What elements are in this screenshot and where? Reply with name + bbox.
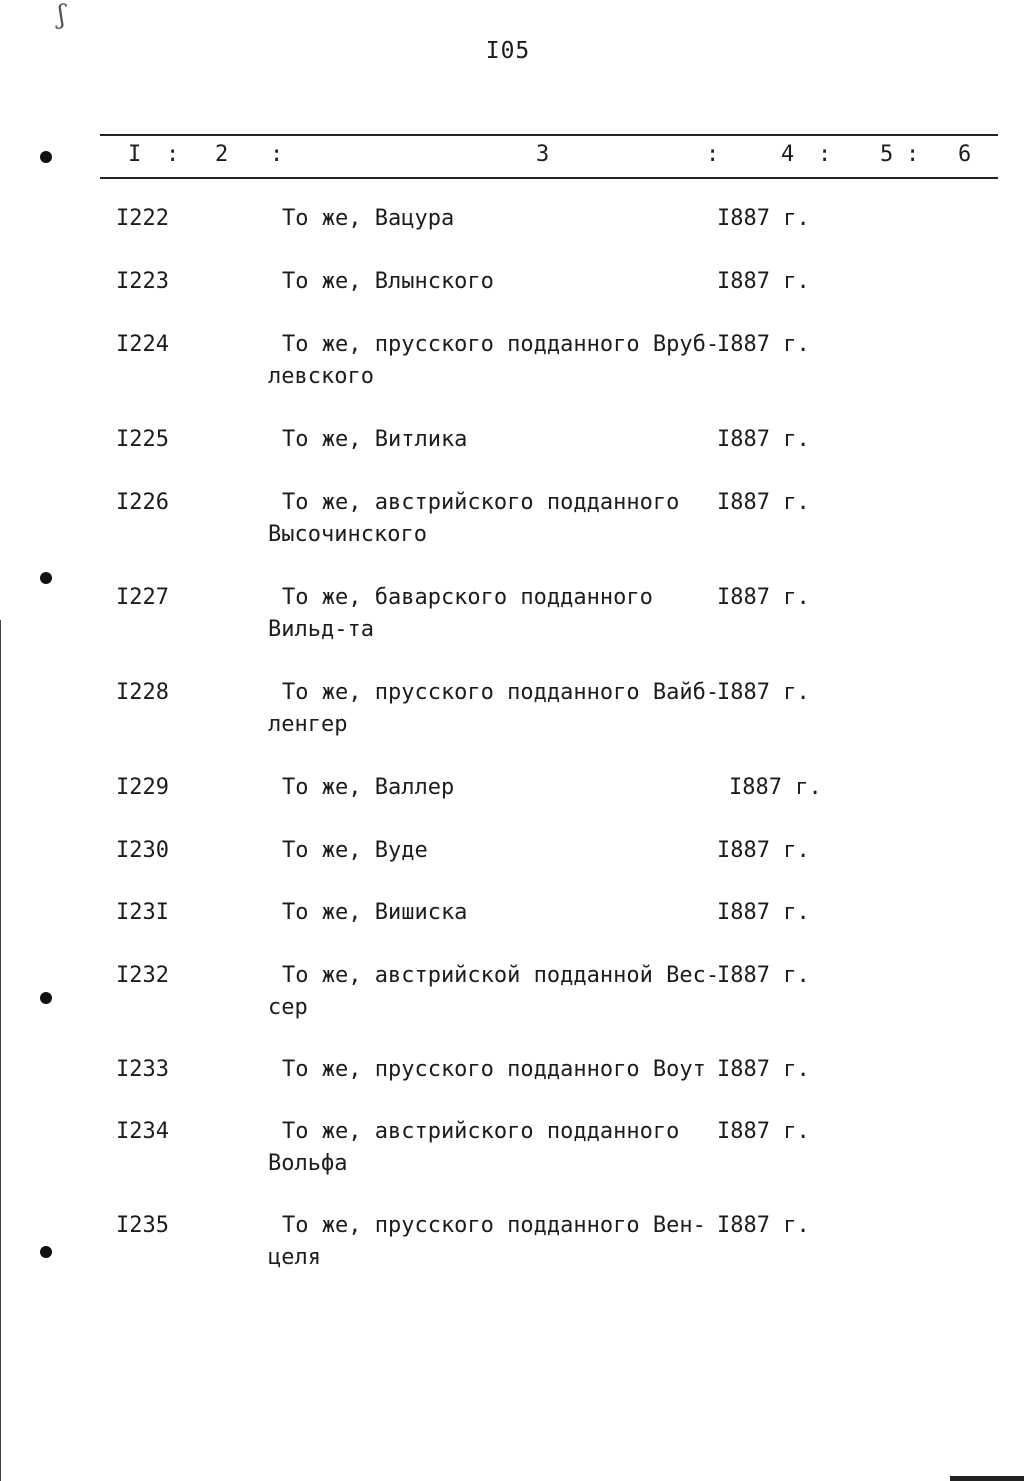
entry-number: I224 bbox=[116, 332, 169, 357]
page-left-edge-line bbox=[0, 620, 1, 1481]
entry-number: I228 bbox=[116, 680, 169, 705]
entry-description: То же, Вишиска bbox=[282, 900, 468, 925]
entry-description: То же, прусского подданного Вайб-ленгер bbox=[268, 680, 720, 737]
entry-description: То же, Вацура bbox=[282, 206, 455, 231]
entry-description: То же, австрийской подданной Вес-сер bbox=[268, 963, 720, 1020]
header-separator-3: : bbox=[706, 142, 720, 167]
page-number: I05 bbox=[485, 38, 531, 64]
entry-number: I226 bbox=[116, 490, 169, 515]
entry-number: I229 bbox=[116, 775, 169, 800]
entry-number: I235 bbox=[116, 1213, 169, 1238]
entry-description: То же, Валлер bbox=[282, 775, 455, 800]
entry-year: I887 г. bbox=[717, 900, 810, 925]
entry-number: I230 bbox=[116, 838, 169, 863]
entry-number: I233 bbox=[116, 1057, 169, 1082]
margin-pencil-mark: ʃ bbox=[58, 0, 66, 30]
entry-number: I222 bbox=[116, 206, 169, 231]
binder-hole-3 bbox=[40, 992, 52, 1004]
header-col-2: 2 bbox=[215, 142, 229, 167]
header-col-5: 5 bbox=[880, 142, 894, 167]
table-header bbox=[0, 142, 1024, 172]
header-col-4: 4 bbox=[781, 142, 795, 167]
entry-number: I225 bbox=[116, 427, 169, 452]
entry-year: I887 г. bbox=[717, 585, 810, 610]
entry-year: I887 г. bbox=[717, 963, 810, 988]
entry-year: I887 г. bbox=[717, 269, 810, 294]
entry-description: То же, прусского подданного Воут bbox=[282, 1057, 706, 1082]
page-bottom-edge bbox=[950, 1476, 1024, 1481]
binder-hole-2 bbox=[40, 572, 52, 584]
entry-year: I887 г. bbox=[729, 775, 822, 800]
entry-year: I887 г. bbox=[717, 1119, 810, 1144]
entry-description: То же, Витлика bbox=[282, 427, 468, 452]
entry-description: То же, Вуде bbox=[282, 838, 428, 863]
entry-year: I887 г. bbox=[717, 680, 810, 705]
header-separator-1: : bbox=[166, 142, 180, 167]
header-col-1: I bbox=[128, 142, 142, 167]
header-separator-5: : bbox=[906, 142, 920, 167]
entry-year: I887 г. bbox=[717, 490, 810, 515]
header-separator-4: : bbox=[818, 142, 832, 167]
entry-description: То же, австрийского подданного Вольфа bbox=[268, 1119, 680, 1176]
header-bottom-rule bbox=[100, 177, 998, 179]
header-col-3: 3 bbox=[536, 142, 550, 167]
entry-year: I887 г. bbox=[717, 838, 810, 863]
entry-year: I887 г. bbox=[717, 1213, 810, 1238]
entry-description: То же, австрийского подданного Высочинского bbox=[268, 490, 680, 547]
entry-number: I232 bbox=[116, 963, 169, 988]
entry-number: I223 bbox=[116, 269, 169, 294]
entry-description: То же, баварского подданного Вильд-та bbox=[268, 585, 653, 642]
entry-number: I234 bbox=[116, 1119, 169, 1144]
entry-year: I887 г. bbox=[717, 332, 810, 357]
entry-description: То же, прусского подданного Вруб-левского bbox=[268, 332, 720, 389]
header-top-rule bbox=[100, 134, 998, 136]
header-separator-2: : bbox=[270, 142, 284, 167]
entry-year: I887 г. bbox=[717, 427, 810, 452]
entry-year: I887 г. bbox=[717, 206, 810, 231]
entry-year: I887 г. bbox=[717, 1057, 810, 1082]
entry-number: I227 bbox=[116, 585, 169, 610]
entry-description: То же, прусского подданного Вен-целя bbox=[268, 1213, 706, 1270]
header-col-6: 6 bbox=[958, 142, 972, 167]
entry-description: То же, Влынского bbox=[282, 269, 494, 294]
binder-hole-4 bbox=[40, 1246, 52, 1258]
entry-number: I23I bbox=[116, 900, 169, 925]
